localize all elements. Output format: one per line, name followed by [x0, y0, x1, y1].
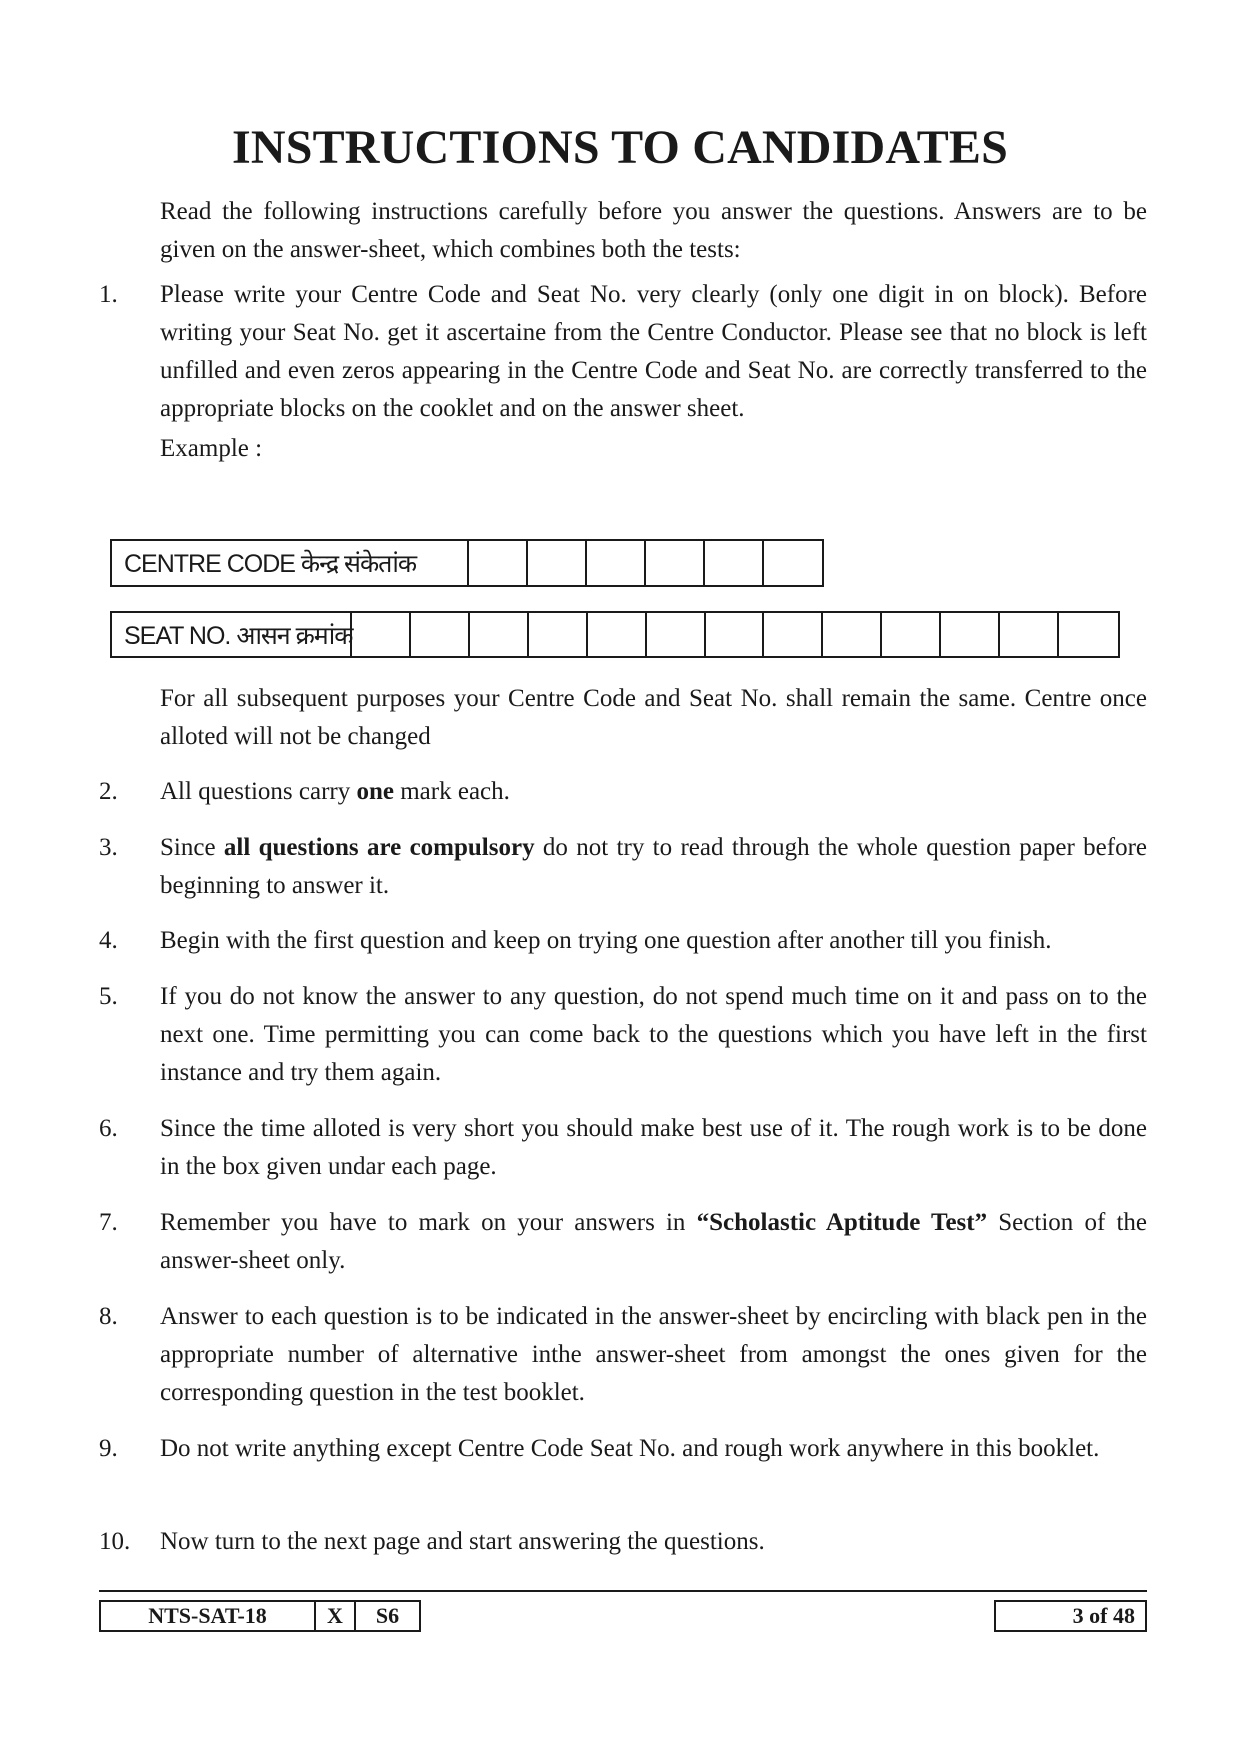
instruction-number: 7. [99, 1209, 118, 1236]
instruction-text: All questions carry one mark each. [160, 778, 510, 805]
instruction-text: Please write your Centre Code and Seat No. very clearly (only one digit in on block). Before writing your Seat No. get it ascertaine from the Centre Conductor. Please see that no block is left unfilled and even zeros appearing in the Centre Code and Seat No. are correctly transferred to the appropriate blocks on the cooklet and on the answer sheet. [160, 281, 1147, 422]
seat-no-cell [647, 613, 706, 656]
centre-code-grid [110, 539, 824, 587]
seat-no-cell [882, 613, 941, 656]
centre-code-cell [646, 541, 705, 585]
centre-code-label: CENTRE CODE केन्द्र संकेतांक [112, 541, 469, 585]
centre-code-cell [469, 541, 528, 585]
instruction-text: Do not write anything except Centre Code Seat No. and rough work anywhere in this booklet. [160, 1435, 1100, 1462]
seat-no-cell [352, 613, 411, 656]
after-example-paragraph: For all subsequent purposes your Centre Code and Seat No. shall remain the same. Centre once alloted will not be changed [160, 685, 1147, 750]
seat-no-cell [1059, 613, 1118, 656]
intro-paragraph: Read the following instructions carefully before you answer the questions. Answers are to be given on the answer-sheet, which combines both the tests: [160, 198, 1147, 263]
instruction-text: If you do not know the answer to any question, do not spend much time on it and pass on to the next one. Time permitting you can come back to the questions which you have left in the first instance and try them again. [160, 983, 1147, 1086]
page-title: INSTRUCTIONS TO CANDIDATES [231, 121, 1009, 174]
seat-no-cell [941, 613, 1000, 656]
seat-no-cell [529, 613, 588, 656]
instruction-number: 9. [99, 1435, 118, 1462]
footer-class: X [316, 1602, 356, 1630]
instruction-number: 4. [99, 927, 118, 954]
centre-code-cell [705, 541, 764, 585]
seat-no-label: SEAT NO. आसन क्रमांक [112, 613, 352, 656]
instruction-number: 1. [99, 281, 118, 308]
centre-code-cell [764, 541, 822, 585]
seat-no-cell [470, 613, 529, 656]
example-label: Example : [160, 435, 263, 462]
footer-paper-code: NTS-SAT-18 [101, 1602, 316, 1630]
instruction-text: Since the time alloted is very short you should make best use of it. The rough work is to be done in the box given undar each page. [160, 1115, 1147, 1180]
instruction-number: 10. [99, 1528, 131, 1555]
footer-code-box [99, 1600, 421, 1632]
seat-no-cell [588, 613, 647, 656]
seat-no-cell [411, 613, 470, 656]
instruction-text: Begin with the first question and keep on trying one question after another till you finish. [160, 927, 1052, 954]
footer-rule [99, 1590, 1147, 1592]
instruction-text: Now turn to the next page and start answering the questions. [160, 1528, 765, 1555]
instruction-number: 2. [99, 778, 118, 805]
footer-page-box [994, 1600, 1147, 1632]
footer-set: S6 [375, 1603, 400, 1628]
centre-code-cell [528, 541, 587, 585]
seat-no-cell [1000, 613, 1059, 656]
seat-no-grid [110, 611, 1120, 658]
page-number: 3 of 48 [1072, 1603, 1135, 1628]
instruction-number: 6. [99, 1115, 118, 1142]
instruction-number: 5. [99, 983, 118, 1010]
instruction-number: 3. [99, 834, 118, 861]
instruction-text: Since all questions are compulsory do not try to read through the whole question paper before beginning to answer it. [160, 834, 1148, 899]
seat-no-cell [706, 613, 765, 656]
instruction-text: Remember you have to mark on your answers in “Scholastic Aptitude Test” Section of the answer-sheet only. [160, 1209, 1147, 1274]
seat-no-cell [823, 613, 882, 656]
centre-code-cell [587, 541, 646, 585]
instruction-text: Answer to each question is to be indicated in the answer-sheet by encircling with black pen in the appropriate number of alternative inthe answer-sheet from amongst the ones given for the corresponding question in the test booklet. [160, 1303, 1147, 1406]
instruction-number: 8. [99, 1303, 118, 1330]
seat-no-cell [764, 613, 823, 656]
